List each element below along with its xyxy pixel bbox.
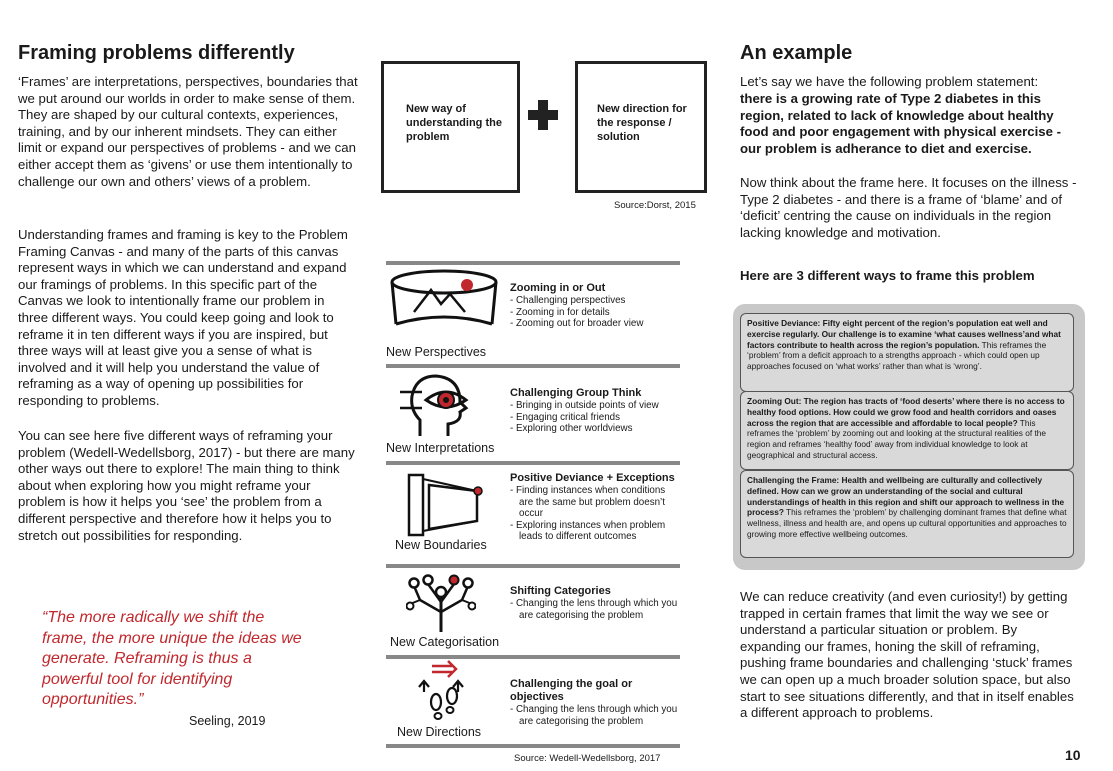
reframe-box-positive-deviance	[740, 313, 1074, 392]
frame-boundary-icon	[405, 469, 495, 539]
left-paragraph-1: ‘Frames’ are interpretations, perspectives, boundaries that we put around our worlds in order to make sense of them. They are shaped by our cultural contexts, experiences, training, and by our inherent mindsets. They can either limit or expand our perspectives of problems - and we can either accept them as ‘givens’ or use them intentionally to challenge our own and others’ views of a problem.	[18, 74, 358, 189]
row-content-perspectives	[510, 282, 682, 330]
row-list-item: - Zooming in for details	[510, 307, 682, 319]
row-title: Challenging Group Think	[510, 387, 642, 399]
reframe-box-lead: Positive Deviance: Fifty eight percent of the region’s population eat well and exercise regularly. Our challenge is to examine ‘what causes wellness’and what factors contribute to health across the region’s population.	[747, 318, 1061, 350]
reframe-box-text: This reframes the ‘problem’ from a deficit approach to a strengths approach - which could open up approaches focused on ‘what works’ rather than what is ‘wrong’.	[747, 339, 1047, 372]
source-wedell: Source: Wedell-Wedellsborg, 2017	[514, 753, 661, 764]
reframe-examples-panel	[733, 304, 1085, 570]
reframe-box-lead: Challenging the Frame: Health and wellbeing are culturally and collectively defined. How can we grow an understanding of the social and cultural understandings of health in this region and shift our approach to wellness in the process?	[747, 475, 1065, 518]
problem-statement: there is a growing rate of Type 2 diabetes in this region, related to lack of knowledge about healthy food and poor engagement with physical exercise - our problem is adherance to diet and exercise.	[740, 91, 1061, 156]
left-paragraph-3: You can see here five different ways of reframing your problem (Wedell-Wedellsborg, 2017) - but there are many other ways out there to explore! The main thing to think about when exploring how you might reframe your problem is how it helps you ‘see’ the problem from a different perspective and therefore how it helps you to stretch out possibilities for responding.	[18, 428, 355, 543]
row-title: Challenging the goal or objectives	[510, 678, 633, 703]
plus-icon	[528, 100, 558, 130]
example-intro: Let’s say we have the following problem statement:	[740, 74, 1039, 89]
row-list-item: - Challenging perspectives	[510, 295, 682, 307]
head-eye-icon	[398, 370, 478, 440]
frame-box-understanding-text: New way of understanding the problem	[406, 103, 502, 143]
row-label-perspectives: New Perspectives	[386, 345, 487, 359]
row-list-item: - Changing the lens through which you are categorising the problem	[510, 598, 682, 621]
frame-box-understanding	[381, 61, 520, 193]
row-list-item: - Zooming out for broader view	[510, 318, 682, 330]
closing-paragraph: We can reduce creativity (and even curiosity!) by getting trapped in certain frames that limit the way we see or understand a particular situation or problem. By expanding our frames, honing the skill of reframing, pushing frame boundaries and challenging ‘stuck’ frames we can open up a much broader solution space, but also start to see situations differently, and that in itself enables a different approach to problems.	[740, 589, 1074, 721]
row-list-item: - Engaging critical friends	[510, 412, 682, 424]
reframe-box-zooming-out	[740, 391, 1074, 470]
row-label-interpretations: New Interpretations	[386, 441, 495, 455]
row-title: Shifting Categories	[510, 585, 611, 597]
row-list-item: - Changing the lens through which you are categorising the problem	[510, 704, 682, 727]
row-title: Zooming in or Out	[510, 282, 606, 294]
tree-network-icon	[406, 572, 476, 634]
row-label-boundaries: New Boundaries	[395, 538, 487, 552]
reframe-box-text: This reframes the ‘problem’ by zooming out and looking at the structural realities of the region and reframes ‘healthy food’ away from individual knowledge to look at geographical and structural access.	[747, 417, 1046, 460]
source-dorst: Source:Dorst, 2015	[614, 200, 696, 211]
row-divider	[386, 564, 680, 568]
page-number: 10	[1065, 747, 1081, 763]
row-label-categorisation: New Categorisation	[390, 635, 500, 649]
row-divider	[386, 261, 680, 265]
reframe-box-lead: Zooming Out: The region has tracts of ‘food deserts’ where there is no access to healthy food options. How could we grow food and health corridors and oases across the region that are accessible and affordable to local people?	[747, 396, 1065, 428]
footsteps-arrow-icon	[414, 658, 474, 724]
row-content-boundaries	[510, 472, 682, 543]
row-list-item: - Finding instances when conditions are the same but problem doesn’t occur	[510, 485, 682, 520]
right-title: An example	[740, 42, 853, 64]
row-divider	[386, 744, 680, 748]
pull-quote: “The more radically we shift the frame, the more unique the ideas we generate. Reframing is thus a powerful tool for identifying opportunities.”	[42, 609, 302, 708]
reframe-box-text: This reframes the ‘problem’ by challenging dominant frames that define what wellness, illness and health are, and opens up cultural opportunities and approaches to growing more effective wellbeing outcomes.	[747, 507, 1067, 539]
left-title: Framing problems differently	[18, 42, 295, 64]
frame-box-direction-text: New direction for the response / solution	[597, 103, 687, 143]
row-title: Positive Deviance + Exceptions	[510, 472, 675, 484]
row-content-directions	[510, 678, 682, 727]
left-paragraph-2: Understanding frames and framing is key to the Problem Framing Canvas - and many of the parts of this canvas represent ways in which we can understand and expand our framings of problems. In this specific part of the Canvas we look to intentionally frame our problem in three different ways. You could keep going and look to reframe it in ten different ways if you are inspired, but three ways will at least give you a sense of what is involved and it will help you understand the value of reframing as a way of opening up possibilities for responding to problems.	[18, 227, 348, 408]
row-list-item: - Exploring other worldviews	[510, 423, 682, 435]
frame-box-direction	[575, 61, 707, 193]
panorama-mountain-icon	[387, 266, 507, 338]
row-content-interpretations	[510, 387, 682, 435]
reframe-box-challenging-frame	[740, 470, 1074, 558]
row-divider	[386, 461, 680, 465]
row-list-item: - Bringing in outside points of view	[510, 400, 682, 412]
quote-source: Seeling, 2019	[189, 714, 266, 728]
row-content-categorisation	[510, 585, 682, 621]
reframes-subhead: Here are 3 different ways to frame this problem	[740, 268, 1035, 283]
frame-analysis: Now think about the frame here. It focuses on the illness - Type 2 diabetes - and there is a frame of ‘blame’ and of ‘deficit’ centring the cause on individuals in the region lacking knowledge and motivation.	[740, 175, 1077, 240]
row-label-directions: New Directions	[397, 725, 482, 739]
row-divider	[386, 364, 680, 368]
row-list-item: - Exploring instances when problem leads to different outcomes	[510, 520, 682, 543]
